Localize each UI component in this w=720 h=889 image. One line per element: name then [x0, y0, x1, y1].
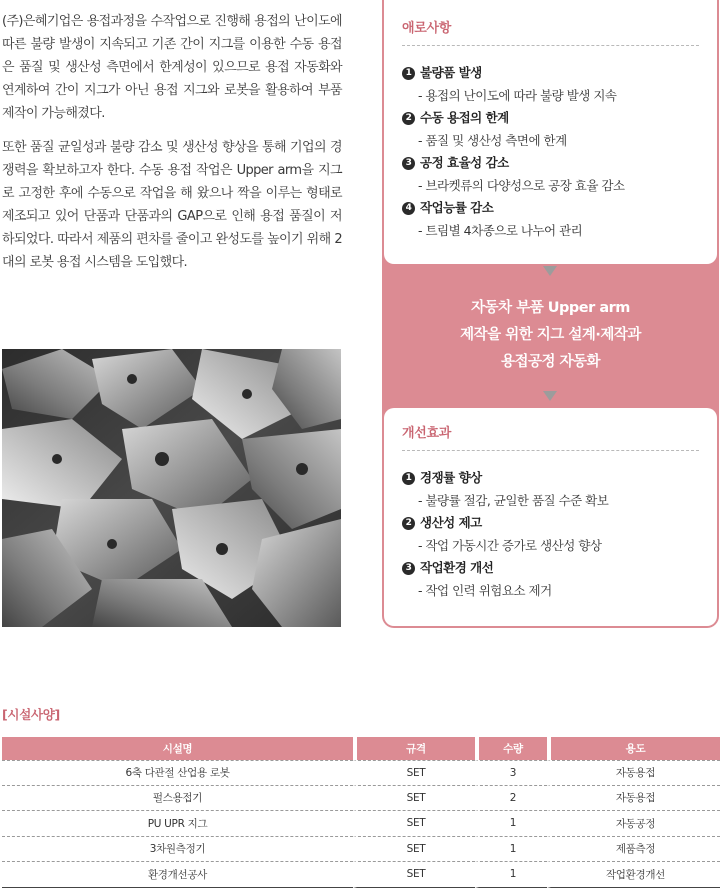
- cell-facility-name: 펄스용접기: [2, 786, 353, 812]
- item-description: - 트림별 4차종으로 나누어 관리: [418, 223, 583, 238]
- down-arrow-icon: [543, 266, 557, 276]
- cell-facility-name: 6축 다관절 산업용 로봇: [2, 760, 353, 786]
- number-badge-icon: 1: [402, 67, 415, 80]
- cell-quantity: 2: [475, 786, 547, 812]
- facility-section-title: [시설사양]: [2, 707, 60, 722]
- cell-spec: SET: [353, 786, 475, 812]
- cell-purpose: 제품측정: [547, 837, 720, 863]
- item-title-text: 작업능률 감소: [420, 200, 494, 215]
- item-description: - 품질 및 생산성 측면에 한계: [418, 133, 567, 148]
- header-quantity: 수량: [475, 737, 547, 760]
- cell-purpose: 작업환경개선: [547, 862, 720, 888]
- number-badge-icon: 2: [402, 517, 415, 530]
- solution-line-1: 자동차 부품 Upper arm: [471, 300, 630, 316]
- item-description: - 브라켓류의 다양성으로 공장 효율 감소: [418, 178, 625, 193]
- list-item: [402, 62, 699, 107]
- item-title: [402, 197, 699, 219]
- metal-parts-image: [2, 349, 341, 627]
- list-item: [402, 152, 699, 197]
- list-item: [402, 467, 699, 512]
- header-spec: 규격: [353, 737, 475, 760]
- table-header-row: [2, 737, 720, 760]
- table-row: [2, 760, 720, 786]
- item-title-text: 공정 효율성 감소: [420, 155, 509, 170]
- number-badge-icon: 2: [402, 112, 415, 125]
- difficulties-title: 애로사항: [402, 0, 699, 46]
- list-item: [402, 557, 699, 602]
- intro-paragraph-2: 또한 품질 균일성과 불량 감소 및 생산성 향상을 통해 기업의 경쟁력을 확보하고자 한다. 수동 용접 작업은 Upper arm을 지그로 고정한 후에 수동으로 작업을 해 왔으나 짝을 이루는 형태로 제조되고 있어 단품과 단품과의 GAP으로 인해 용접 품질이 저하되었다. 따라서 제품의 편차를 줄이고 완성도를 높이기 위해 2대의 로봇 용접 시스템을 도입했다.: [2, 140, 342, 270]
- table-row: [2, 837, 720, 863]
- number-badge-icon: 1: [402, 472, 415, 485]
- item-description: - 불량률 절감, 균일한 품질 수준 확보: [418, 493, 609, 508]
- difficulties-card: [384, 0, 717, 264]
- item-title: [402, 512, 699, 534]
- cell-quantity: 3: [475, 760, 547, 786]
- effects-list: [402, 451, 699, 602]
- cell-purpose: 자동공정: [547, 811, 720, 837]
- number-badge-icon: 3: [402, 157, 415, 170]
- item-description: - 작업 인력 위험요소 제거: [418, 583, 552, 598]
- item-title-text: 불량품 발생: [420, 65, 482, 80]
- number-badge-icon: 3: [402, 562, 415, 575]
- item-title-text: 수동 용접의 한계: [420, 110, 509, 125]
- cell-facility-name: PU UPR 지그: [2, 811, 353, 837]
- item-title: [402, 62, 699, 84]
- item-title: [402, 557, 699, 579]
- metal-parts-photo: [2, 349, 341, 627]
- cell-purpose: 자동용접: [547, 760, 720, 786]
- cell-quantity: 1: [475, 811, 547, 837]
- cell-spec: SET: [353, 862, 475, 888]
- list-item: [402, 197, 699, 242]
- process-panel: [382, 0, 719, 628]
- cell-purpose: 자동용접: [547, 786, 720, 812]
- cell-quantity: 1: [475, 862, 547, 888]
- solution-text: [382, 295, 719, 376]
- table-row: [2, 786, 720, 812]
- cell-facility-name: 3차원측정기: [2, 837, 353, 863]
- down-arrow-icon: [543, 391, 557, 401]
- table-row: [2, 811, 720, 837]
- intro-text: [2, 10, 342, 285]
- effects-title: 개선효과: [402, 408, 699, 451]
- list-item: [402, 107, 699, 152]
- facility-spec-table: [2, 737, 720, 888]
- cell-spec: SET: [353, 760, 475, 786]
- item-title-text: 작업환경 개선: [420, 560, 494, 575]
- item-title-text: 생산성 제고: [420, 515, 482, 530]
- item-description: - 작업 가동시간 증가로 생산성 향상: [418, 538, 602, 553]
- item-title: [402, 467, 699, 489]
- cell-facility-name: 환경개선공사: [2, 862, 353, 888]
- table-row: [2, 862, 720, 888]
- item-title: [402, 107, 699, 129]
- item-title: [402, 152, 699, 174]
- intro-paragraph-1: (주)은혜기업은 용접과정을 수작업으로 진행해 용접의 난이도에 따른 불량 발생이 지속되고 기존 간이 지그를 이용한 수동 용접은 품질 및 생산성 측면에서 한계성이 있으므로 용접 자동화와 연계하여 간이 지그가 아닌 용접 지그와 로봇을 활용하여 부품 제작이 가능해졌다.: [2, 14, 342, 121]
- item-title-text: 경쟁률 향상: [420, 470, 482, 485]
- solution-line-2: 제작을 위한 지그 설계·제작과: [460, 327, 641, 343]
- header-purpose: 용도: [547, 737, 720, 760]
- solution-line-3: 용접공정 자동화: [500, 354, 601, 370]
- header-facility-name: 시설명: [2, 737, 353, 760]
- item-description: - 용접의 난이도에 따라 불량 발생 지속: [418, 88, 617, 103]
- cell-spec: SET: [353, 837, 475, 863]
- effects-card: [384, 408, 717, 626]
- list-item: [402, 512, 699, 557]
- number-badge-icon: 4: [402, 202, 415, 215]
- difficulties-list: [402, 46, 699, 242]
- cell-quantity: 1: [475, 837, 547, 863]
- cell-spec: SET: [353, 811, 475, 837]
